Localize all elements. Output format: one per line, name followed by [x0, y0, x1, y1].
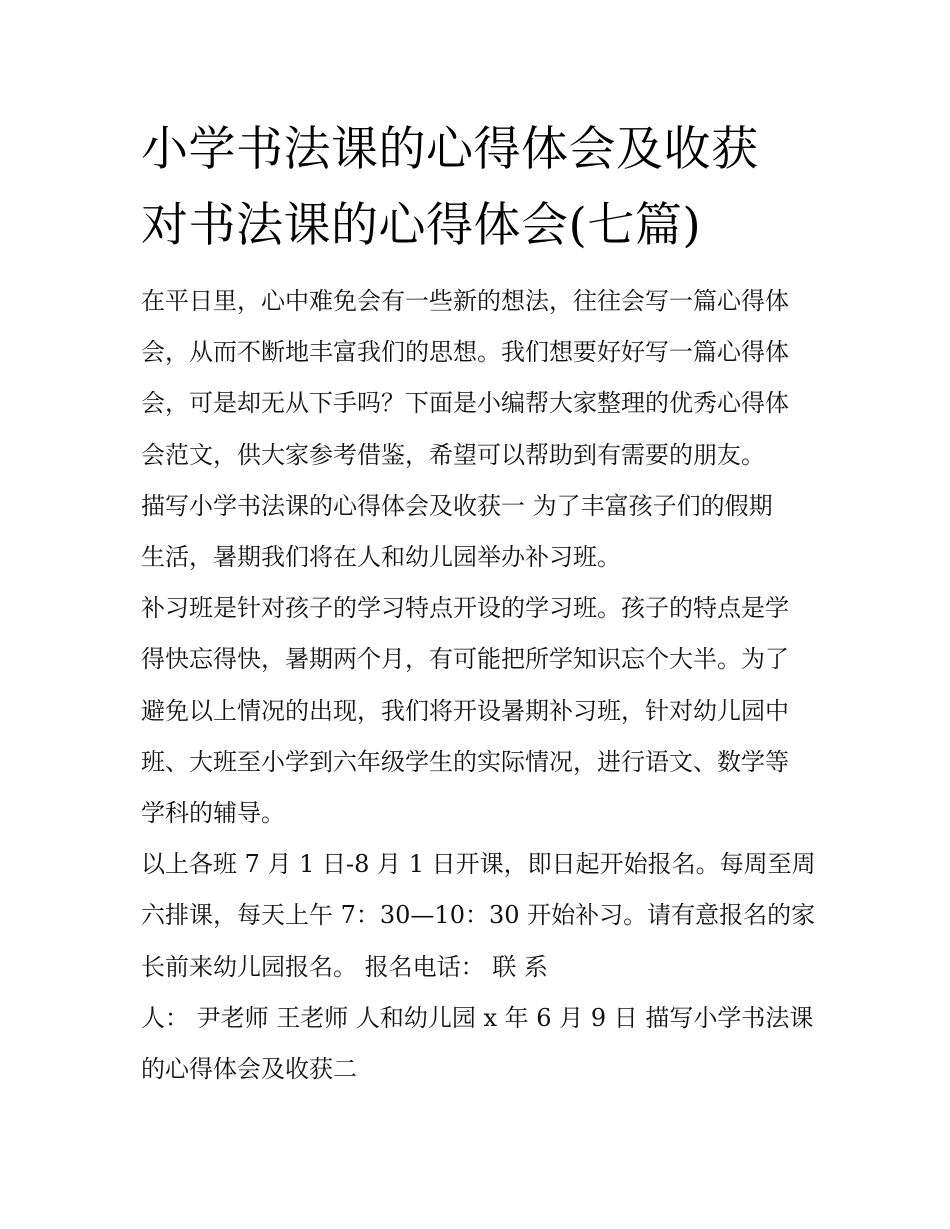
- body-line: 会范文，供大家参考借鉴，希望可以帮助到有需要的朋友。: [141, 440, 765, 469]
- body-line: 得快忘得快，暑期两个月，有可能把所学知识忘个大半。为了: [141, 645, 789, 674]
- body-line: 会，可是却无从下手吗？下面是小编帮大家整理的优秀心得体: [141, 389, 789, 418]
- body-line: 生活，暑期我们将在人和幼儿园举办补习班。: [141, 543, 621, 572]
- document-body: [141, 276, 816, 1095]
- document-page: [141, 112, 816, 1095]
- body-line: 补习班是针对孩子的学习特点开设的学习班。孩子的特点是学: [141, 594, 789, 623]
- body-line: 班、大班至小学到六年级学生的实际情况，进行语文、数学等: [141, 747, 789, 776]
- body-line: 的心得体会及收获二: [141, 1055, 357, 1084]
- body-line: 六排课，每天上午 7：30—10：30 开始补习。请有意报名的家: [141, 901, 816, 930]
- body-line: 长前来幼儿园报名。 报名电话： 联 系: [141, 952, 548, 981]
- body-line: 描写小学书法课的心得体会及收获一 为了丰富孩子们的假期: [141, 491, 773, 520]
- body-line: 以上各班 7 月 1 日-8 月 1 日开课，即日起开始报名。每周至周: [141, 850, 816, 879]
- title-line-2: 对书法课的心得体会(七篇): [141, 198, 702, 253]
- body-line: 避免以上情况的出现，我们将开设暑期补习班，针对幼儿园中: [141, 696, 789, 725]
- body-line: 人： 尹老师 王老师 人和幼儿园 x 年 6 月 9 日 描写小学书法课: [141, 1003, 814, 1032]
- body-line: 学科的辅导。: [141, 799, 285, 828]
- body-line: 在平日里，心中难免会有一些新的想法，往往会写一篇心得体: [141, 287, 789, 315]
- body-line: 会，从而不断地丰富我们的思想。我们想要好好写一篇心得体: [141, 338, 789, 367]
- document-title: [141, 112, 813, 264]
- title-line-1: 小学书法课的心得体会及收获: [141, 122, 759, 177]
